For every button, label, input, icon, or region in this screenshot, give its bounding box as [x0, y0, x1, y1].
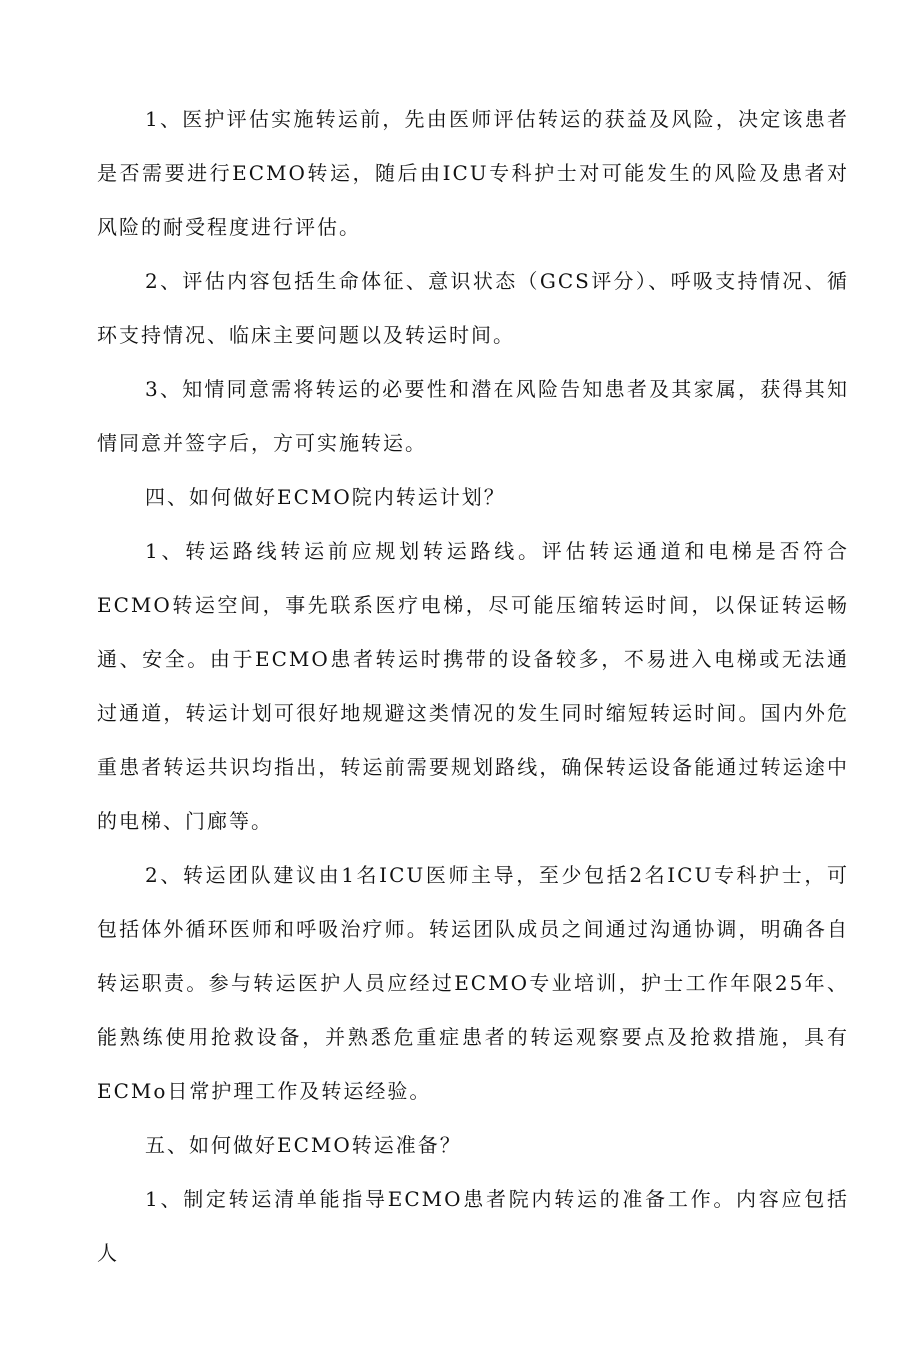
- paragraph-transfer-checklist: 1、制定转运清单能指导ECMO患者院内转运的准备工作。内容应包括人: [97, 1187, 849, 1265]
- paragraph-medical-assessment: 1、医护评估实施转运前，先由医师评估转运的获益及风险，决定该患者是否需要进行ECMO转运，随后由ICU专科护士对可能发生的风险及患者对风险的耐受程度进行评估。: [97, 107, 849, 239]
- paragraph-assessment-content: 2、评估内容包括生命体征、意识状态（GCS评分）、呼吸支持情况、循环支持情况、临床主要问题以及转运时间。: [97, 269, 849, 347]
- paragraph-transfer-team: 2、转运团队建议由1名ICU医师主导，至少包括2名ICU专科护士，可包括体外循环医师和呼吸治疗师。转运团队成员之间通过沟通协调，明确各自转运职责。参与转运医护人员应经过ECMO专业培训，护士工作年限25年、能熟练使用抢救设备，并熟悉危重症患者的转运观察要点及抢救措施，具有ECMo日常护理工作及转运经验。: [97, 863, 849, 1103]
- paragraph-informed-consent: 3、知情同意需将转运的必要性和潜在风险告知患者及其家属，获得其知情同意并签字后，方可实施转运。: [97, 377, 849, 455]
- section-heading-transfer-plan: 四、如何做好ECMO院内转运计划？: [145, 485, 506, 509]
- paragraph-transfer-route: 1、转运路线转运前应规划转运路线。评估转运通道和电梯是否符合ECMO转运空间，事先联系医疗电梯，尽可能压缩转运时间，以保证转运畅通、安全。由于ECMO患者转运时携带的设备较多，不易进入电梯或无法通过通道，转运计划可很好地规避这类情况的发生同时缩短转运时间。国内外危重患者转运共识均指出，转运前需要规划路线，确保转运设备能通过转运途中的电梯、门廊等。: [97, 539, 849, 833]
- section-heading-transfer-preparation: 五、如何做好ECMO转运准备？: [145, 1133, 462, 1157]
